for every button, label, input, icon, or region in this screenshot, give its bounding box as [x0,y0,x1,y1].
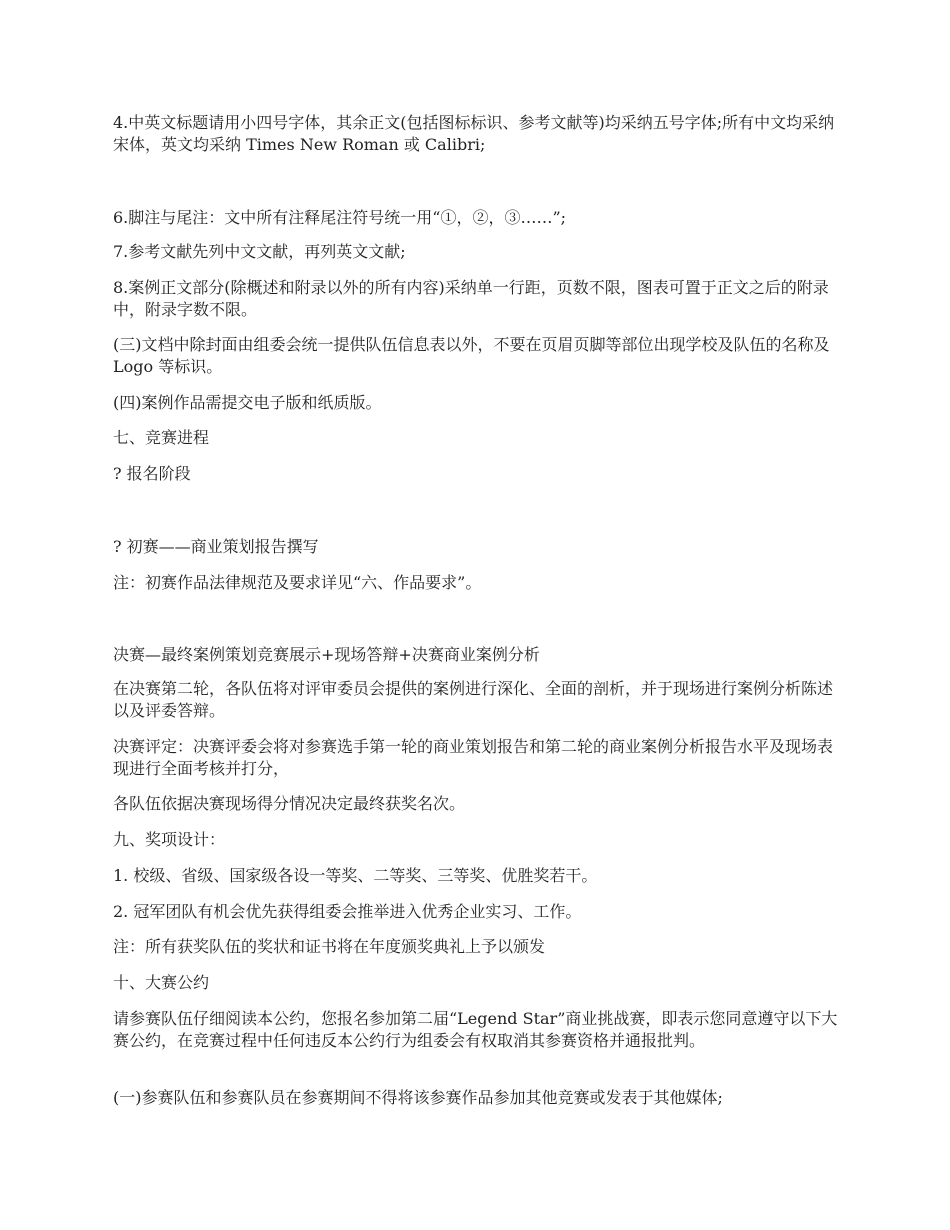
paragraph-body-spacing: 8.案例正文部分(除概述和附录以外的所有内容)采纳单一行距，页数不限，图表可置于正文之后的附录中，附录字数不限。 [113,278,829,319]
paragraph-final-ranking: 各队伍依据决赛现场得分情况决定最终获奖名次。 [113,794,466,813]
paragraph-final-evaluation: 决赛评定：决赛评委会将对参赛选手第一轮的商业策划报告和第二轮的商业案例分析报告水平及现场表现进行全面考核并打分， [113,737,834,778]
paragraph-references-order: 7.参考文献先列中文文献，再列英文文献; [113,242,406,261]
note-awards-ceremony: 注：所有获奖队伍的奖状和证书将在年度颁奖典礼上予以颁发 [113,937,546,956]
stage-preliminary: ? 初赛——商业策划报告撰写 [113,537,319,556]
paragraph-final-round-two: 在决赛第二轮，各队伍将对评审委员会提供的案例进行深化、全面的剖析，并于现场进行案例分析陈述以及评委答辩。 [113,679,834,720]
paragraph-convention-rule-1: (一)参赛队伍和参赛队员在参赛期间不得将该参赛作品参加其他竞赛或发表于其他媒体; [113,1088,723,1107]
paragraph-no-logo: (三)文档中除封面由组委会统一提供队伍信息表以外，不要在页眉页脚等部位出现学校及队伍的名称及 Logo 等标识。 [113,335,830,376]
section-heading-awards: 九、奖项设计： [113,830,226,849]
paragraph-font-requirements: 4.中英文标题请用小四号字体，其余正文(包括图标标识、参考文献等)均采纳五号字体;所有中文均采纳宋体，英文均采纳 Times New Roman 或 Calibri; [113,113,835,154]
paragraph-submission-format: (四)案例作品需提交电子版和纸质版。 [113,393,382,412]
paragraph-footnotes: 6.脚注与尾注：文中所有注释尾注符号统一用“①，②，③……”; [113,208,567,227]
list-item-award-levels: 1. 校级、省级、国家级各设一等奖、二等奖、三等奖、优胜奖若干。 [113,866,598,885]
stage-registration: ? 报名阶段 [113,464,191,483]
section-heading-progress: 七、竞赛进程 [113,428,210,447]
list-item-champion-benefit: 2. 冠军团队有机会优先获得组委会推举进入优秀企业实习、工作。 [113,902,582,921]
paragraph-convention-intro: 请参赛队伍仔细阅读本公约，您报名参加第二届“Legend Star”商业挑战赛，即表示您同意遵守以下大赛公约，在竞赛过程中任何违反本公约行为组委会有权取消其参赛资格并通报批判。 [113,1009,838,1050]
note-preliminary: 注：初赛作品法律规范及要求详见“六、作品要求”。 [113,573,482,592]
section-heading-convention: 十、大赛公约 [113,973,210,992]
stage-final: 决赛—最终案例策划竞赛展示+现场答辩+决赛商业案例分析 [113,645,540,664]
